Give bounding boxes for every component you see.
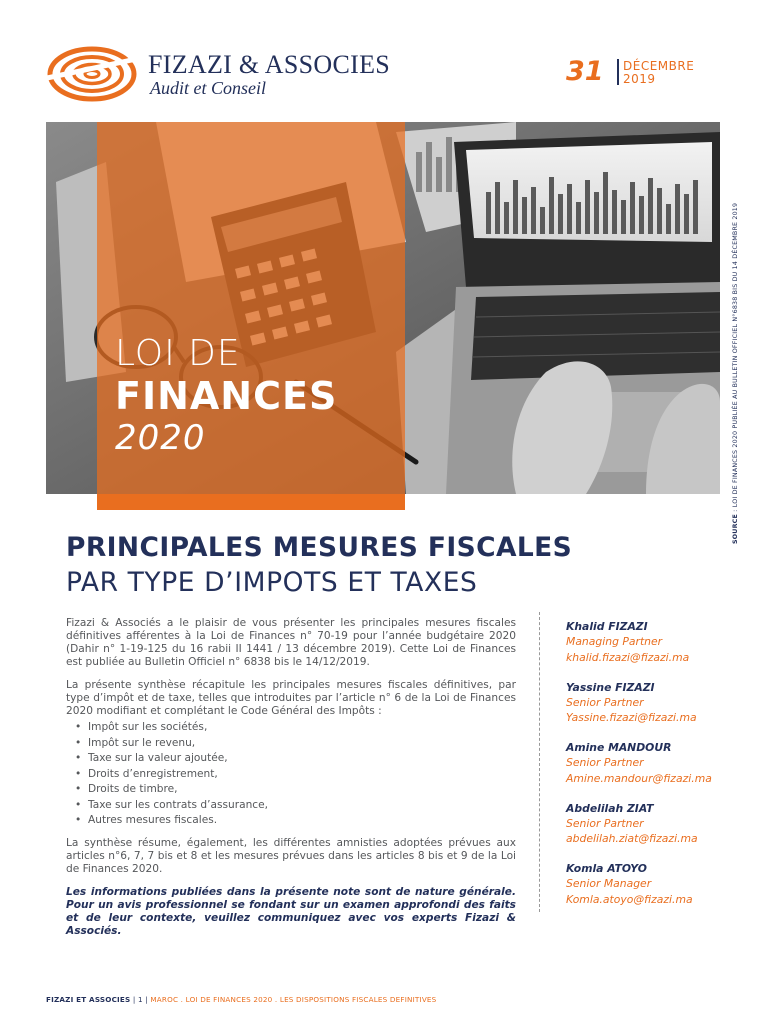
- source-note: [732, 203, 739, 544]
- footer-page-number: | 1 |: [130, 995, 151, 1004]
- contact-role: Senior Partner: [566, 816, 644, 830]
- disclaimer-note: Les informations publiées dans la présente note sont de nature générale. Pour un avis professionnel se fondant sur un examen approfondi des faits et de leur contexte, veuillez communiquez avec vos experts Fizazi & Associés.: [66, 885, 516, 937]
- main-heading: PRINCIPALES MESURES FISCALES: [66, 532, 573, 563]
- hero-title-line2: FINANCES: [115, 374, 338, 418]
- contact-role: Managing Partner: [566, 635, 663, 648]
- firm-subtitle: Audit et Conseil: [150, 78, 266, 98]
- contact-role: Senior Partner: [566, 695, 644, 709]
- contact-role: Senior Manager: [566, 877, 652, 890]
- contact-email-link[interactable]: abdelilah.ziat@fizazi.ma: [566, 832, 698, 845]
- contact-card: [566, 680, 756, 726]
- contact-name: Abdelilah ZIAT: [566, 801, 654, 815]
- contact-card: [566, 619, 756, 665]
- source-text: : LOI DE FINANCES 2020 PUBLIÉE AU BULLETIN OFFICIEL N°6838 BIS DU 14 DÉCEMBRE 2019: [732, 202, 739, 515]
- contact-email-link[interactable]: Amine.mandour@fizazi.ma: [566, 771, 712, 785]
- summary-paragraph: La présente synthèse récapitule les principales mesures fiscales définitives, par type d’impôt et de taxe, telles que introduites par l’article n° 6 de la Loi de Finances 2020 modifiant et complétant le Code Général des Impôts :: [66, 679, 516, 717]
- list-item: • Droits d’enregistrement,: [88, 767, 516, 783]
- amnesty-paragraph: La synthèse résume, également, les différentes amnisties adoptées prévues aux articles n°6, 7, 7 bis et 8 et les mesures prévues dans les articles 8 bis et 9 de la Loi de Finances 2020.: [66, 836, 516, 875]
- date-day: 31: [566, 56, 604, 87]
- contact-name: Yassine FIZAZI: [566, 680, 655, 694]
- footer-brand: FIZAZI ET ASSOCIES: [46, 995, 131, 1004]
- contact-card: [566, 801, 756, 847]
- date-separator: [617, 59, 619, 85]
- list-item: • Impôt sur les sociétés,: [88, 720, 516, 736]
- list-item: • Taxe sur les contrats d’assurance,: [88, 798, 516, 814]
- list-item: • Droits de timbre,: [88, 782, 516, 798]
- list-item: • Taxe sur la valeur ajoutée,: [88, 751, 516, 767]
- hero-title-line3: 2020: [115, 418, 206, 458]
- date-month-year: [623, 60, 694, 86]
- contact-card: [566, 740, 756, 786]
- date-year: 2019: [623, 72, 656, 86]
- contact-role: Senior Partner: [566, 756, 644, 769]
- footer-document-title: MAROC . LOI DE FINANCES 2020 . LES DISPOSITIONS FISCALES DEFINITIVES: [150, 995, 437, 1004]
- intro-paragraph: Fizazi & Associés a le plaisir de vous présenter les principales mesures fiscales définitives afférentes à la Loi de Finances n° 70-19 pour l’année budgétaire 2020 (Dahir n° 1-19-125 du 16 rabii II 1441 / 13 décembre 2019). Cette Loi de Finances est publiée au Bulletin Officiel n° 6838 bis le 14/12/2019.: [66, 617, 516, 668]
- body-text: [66, 617, 516, 948]
- contacts-list: [566, 619, 756, 922]
- source-label: SOURCE: [732, 514, 739, 544]
- hero-accent-bar: [97, 494, 405, 510]
- tax-list: [66, 720, 516, 829]
- sub-heading: PAR TYPE D’IMPOTS ET TAXES: [66, 567, 478, 598]
- contact-name: Amine MANDOUR: [566, 741, 672, 754]
- firm-logo-icon: [46, 42, 142, 102]
- contact-card: [566, 861, 756, 907]
- page-footer: [46, 995, 436, 1004]
- date-month: DÉCEMBRE: [623, 59, 695, 73]
- contact-name: Komla ATOYO: [566, 862, 647, 875]
- column-divider: [539, 612, 540, 912]
- firm-name: FIZAZI & ASSOCIES: [148, 50, 391, 79]
- contact-email-link[interactable]: Yassine.fizazi@fizazi.ma: [566, 711, 697, 724]
- hero-title-line1: LOI DE: [115, 333, 241, 374]
- contact-name: Khalid FIZAZI: [566, 620, 648, 633]
- list-item: • Autres mesures fiscales.: [88, 813, 516, 829]
- contact-email-link[interactable]: Komla.atoyo@fizazi.ma: [566, 892, 693, 906]
- contact-email-link[interactable]: khalid.fizazi@fizazi.ma: [566, 650, 690, 664]
- hero-title: [115, 334, 337, 458]
- list-item: • Impôt sur le revenu,: [88, 736, 516, 752]
